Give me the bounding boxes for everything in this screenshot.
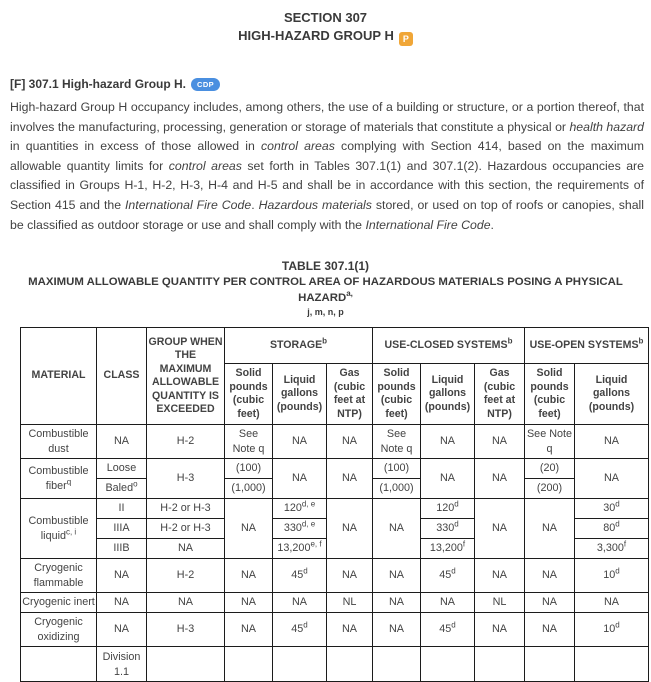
table-cell: H-2: [147, 559, 225, 593]
hazard-materials-table: [20, 327, 649, 682]
table-cell: NA: [475, 425, 525, 459]
table-cell: (20): [525, 459, 575, 479]
cdp-badge[interactable]: CDP: [191, 78, 220, 91]
table-cell: NA: [327, 559, 373, 593]
table-cell: H-3: [147, 613, 225, 647]
table-cell: 30$^d$: [575, 499, 649, 519]
table-cell: (1,000): [225, 479, 273, 499]
table-cell: NA: [575, 425, 649, 459]
table-cell: (200): [525, 479, 575, 499]
table-cell: 45$^d$: [273, 559, 327, 593]
table-cell: NA: [97, 425, 147, 459]
table-cell: II: [97, 499, 147, 519]
table-row: [21, 459, 649, 479]
table-cell: NA: [327, 425, 373, 459]
col-header-storage-gas: Gas (cubic feet at NTP): [327, 364, 373, 425]
hazard-table-body: [21, 425, 649, 682]
table-cell: NA: [147, 539, 225, 559]
table-cell: Loose: [97, 459, 147, 479]
table-cell: NA: [373, 593, 421, 613]
table-cell: NA: [225, 559, 273, 593]
header-row-groups: [21, 328, 649, 364]
section-title: [0, 9, 651, 46]
table-cell: NA: [525, 559, 575, 593]
table-cell: H-3: [147, 459, 225, 499]
table-cell: 80$^d$: [575, 519, 649, 539]
table-cell: [373, 647, 421, 682]
table-cell: NA: [225, 613, 273, 647]
table-cell: NA: [475, 499, 525, 559]
table-cell: NA: [525, 499, 575, 559]
table-cell: IIIA: [97, 519, 147, 539]
table-cell: NA: [97, 613, 147, 647]
table-cell: Combustible dust: [21, 425, 97, 459]
table-cell: Cryogenic flammable: [21, 559, 97, 593]
col-header-closed-solid: Solid pounds (cubic feet): [373, 364, 421, 425]
table-cell: [147, 647, 225, 682]
table-cell: Cryogenic inert: [21, 593, 97, 613]
subsection-heading: [F] 307.1 High-hazard Group H.: [10, 77, 187, 91]
table-cell: [525, 647, 575, 682]
table-cell: NA: [421, 425, 475, 459]
col-header-open-solid: Solid pounds (cubic feet): [525, 364, 575, 425]
table-cell: 10$^d$: [575, 613, 649, 647]
col-header-material: MATERIAL: [21, 328, 97, 425]
table-cell: IIIB: [97, 539, 147, 559]
table-cell: NA: [97, 559, 147, 593]
table-row: [21, 425, 649, 459]
table-cell: NA: [373, 613, 421, 647]
col-header-storage-liquid: Liquid gallons (pounds): [273, 364, 327, 425]
table-cell: 330$^{d, e}$: [273, 519, 327, 539]
table-cell: Division 1.1: [97, 647, 147, 682]
table-cell: See Note q: [373, 425, 421, 459]
table-cell: (1,000): [373, 479, 421, 499]
table-cell: 45$^d$: [421, 559, 475, 593]
table-cell: 10$^d$: [575, 559, 649, 593]
table-cell: [21, 647, 97, 682]
table-cell: 45$^d$: [273, 613, 327, 647]
table-cell: NL: [475, 593, 525, 613]
table-cell: NA: [225, 499, 273, 559]
col-header-use-open: USE-OPEN SYSTEMS$^b$: [525, 328, 649, 364]
col-header-closed-gas: Gas (cubic feet at NTP): [475, 364, 525, 425]
table-cell: NA: [327, 499, 373, 559]
table-cell: (100): [225, 459, 273, 479]
subsection-heading-line: [10, 77, 651, 91]
table-cell: 45$^d$: [421, 613, 475, 647]
table-cell: [327, 647, 373, 682]
table-cell: NA: [575, 459, 649, 499]
col-header-open-liquid: Liquid gallons (pounds): [575, 364, 649, 425]
table-header: [21, 328, 649, 425]
section-name-line: [0, 27, 651, 46]
table-cell: 120$^d$: [421, 499, 475, 519]
table-cell: H-2 or H-3: [147, 499, 225, 519]
table-cell: NA: [421, 459, 475, 499]
table-cell: NA: [273, 425, 327, 459]
table-row: [21, 613, 649, 647]
table-cell: [273, 647, 327, 682]
table-row: [21, 593, 649, 613]
body-paragraph: High-hazard Group H occupancy includes, among others, the use of a building or structure, or a portion thereof, that involves the manufacturing, processing, generation or storage of materials that constitute a physical or health hazard in quantities in excess of those allowed in control areas complying with Section 414, based on the maximum allowable quantity limits for control areas set forth in Tables 307.1(1) and 307.1(2). Hazardous occupancies are classified in Groups H-1, H-2, H-3, H-4 and H-5 and shall be in accordance with this section, the requirements of Section 415 and the International Fire Code. Hazardous materials stored, or used on top of roofs or canopies, shall be classified as outdoor storage or use and shall comply with the International Fire Code.: [10, 100, 644, 232]
table-row: [21, 499, 649, 519]
table-cell: NA: [327, 459, 373, 499]
table-cell: H-2: [147, 425, 225, 459]
table-row: [21, 647, 649, 682]
table-cell: NA: [97, 593, 147, 613]
table-cell: NA: [475, 459, 525, 499]
table-subtitle: MAXIMUM ALLOWABLE QUANTITY PER CONTROL AREA OF HAZARDOUS MATERIALS POSING A PHYSICAL $HAZARD^{a,}$: [28, 276, 623, 305]
table-cell: See Note q: [525, 425, 575, 459]
table-cell: Baled$^o$: [97, 479, 147, 499]
col-header-class: CLASS: [97, 328, 147, 425]
table-cell: NA: [373, 559, 421, 593]
table-cell: NA: [575, 593, 649, 613]
table-cell: NA: [475, 559, 525, 593]
table-subtitle-sup-line2: j, m, n, p: [307, 307, 344, 318]
table-cell: Cryogenic oxidizing: [21, 613, 97, 647]
table-cell: NA: [327, 613, 373, 647]
table-cell: NA: [475, 613, 525, 647]
table-cell: NA: [273, 459, 327, 499]
table-cell: NA: [147, 593, 225, 613]
table-cell: Combustible fiber$^q$: [21, 459, 97, 499]
table-row: [21, 559, 649, 593]
table-cell: [225, 647, 273, 682]
table-cell: 330$^d$: [421, 519, 475, 539]
table-cell: 120$^{d, e}$: [273, 499, 327, 519]
col-header-group: GROUP WHEN THE MAXIMUM ALLOWABLE QUANTITY IS EXCEEDED: [147, 328, 225, 425]
col-header-closed-liquid: Liquid gallons (pounds): [421, 364, 475, 425]
table-cell: NA: [421, 593, 475, 613]
table-cell: See Note q: [225, 425, 273, 459]
table-subtitle-sup: a,: [346, 289, 353, 299]
table-cell: NA: [273, 593, 327, 613]
table-cell: NA: [373, 499, 421, 559]
section-name: HIGH-HAZARD GROUP H: [238, 28, 394, 43]
table-cell: [475, 647, 525, 682]
col-header-storage: STORAGE$^b$: [225, 328, 373, 364]
table-cell: [575, 647, 649, 682]
table-cell: 13,200$^f$: [421, 539, 475, 559]
table-title: TABLE 307.1(1): [281, 259, 370, 274]
col-header-storage-solid: Solid pounds (cubic feet): [225, 364, 273, 425]
table-title-block: [0, 258, 651, 319]
table-cell: [421, 647, 475, 682]
table-cell: H-2 or H-3: [147, 519, 225, 539]
table-cell: NA: [525, 593, 575, 613]
table-cell: Combustible liquid$^{c, i}$: [21, 499, 97, 559]
table-cell: NA: [225, 593, 273, 613]
table-cell: 13,200$^{e, f}$: [273, 539, 327, 559]
table-cell: NL: [327, 593, 373, 613]
p-badge[interactable]: P: [399, 32, 413, 46]
section-number: SECTION 307: [283, 10, 368, 25]
table-cell: NA: [525, 613, 575, 647]
table-cell: 3,300$^f$: [575, 539, 649, 559]
table-cell: (100): [373, 459, 421, 479]
col-header-use-closed: USE-CLOSED SYSTEMS$^b$: [373, 328, 525, 364]
